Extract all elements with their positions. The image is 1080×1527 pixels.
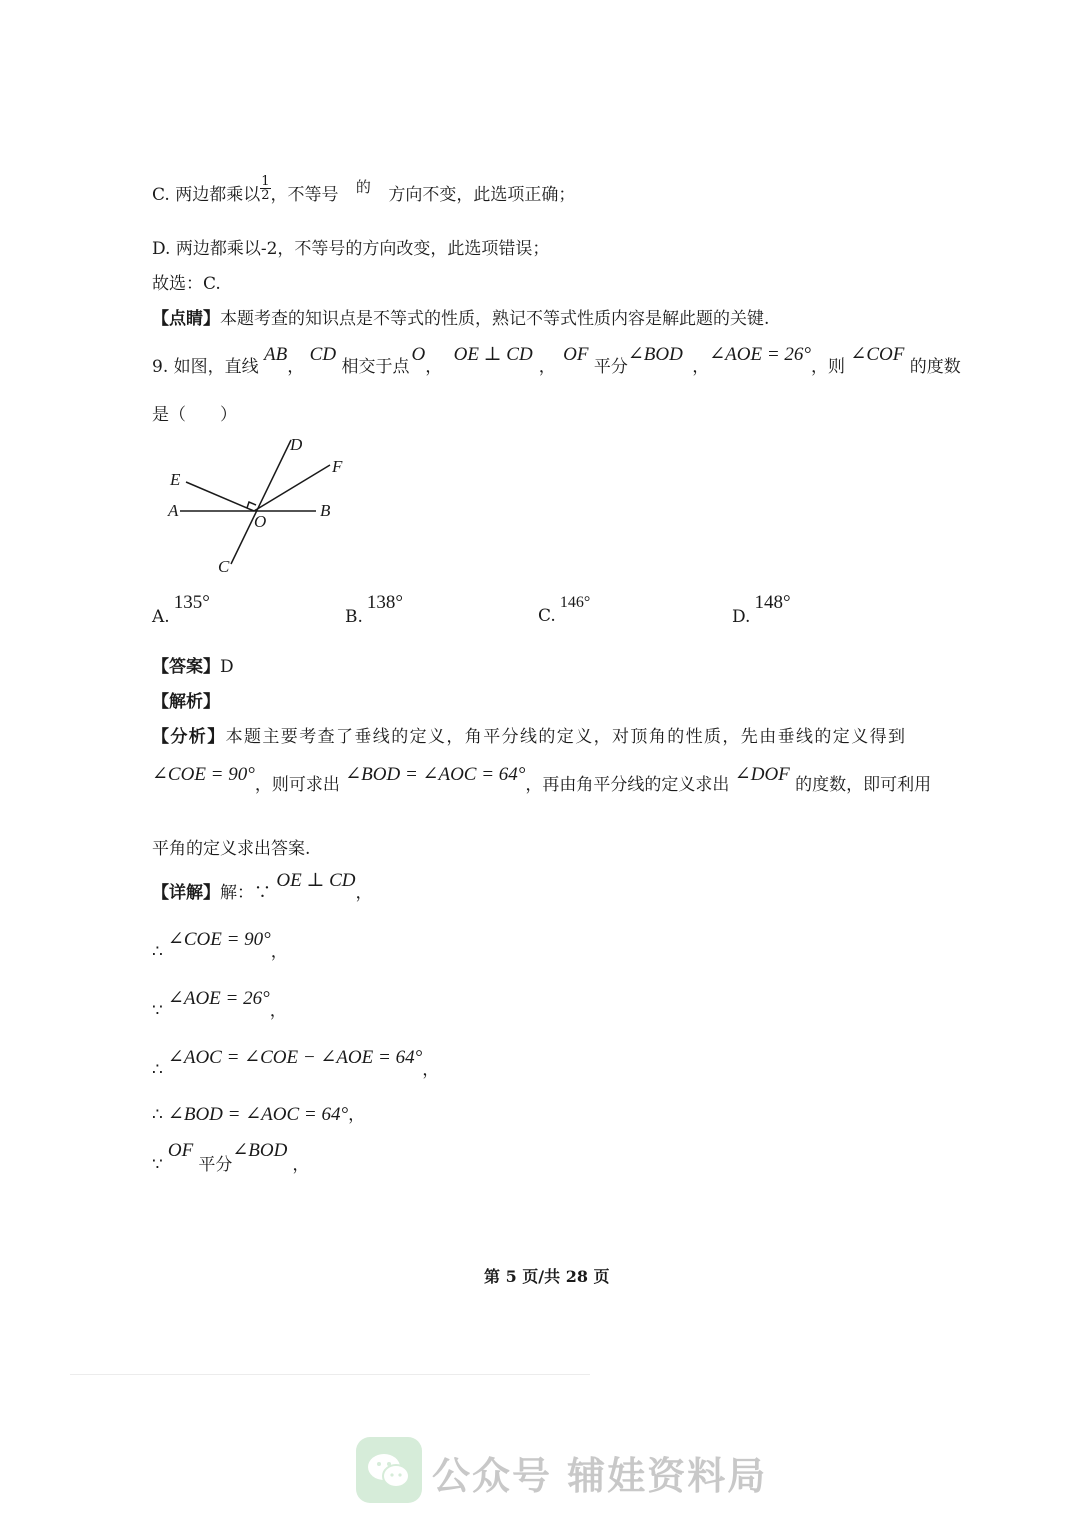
text: 相交于点 [341,357,410,377]
text: ， [425,357,443,377]
question-9-tail: 是（ ） [152,405,237,425]
option-d-explanation: D. 两边都乘以-2，不等号的方向改变，此选项错误； [152,239,550,259]
numerator: 1 [261,174,270,189]
text: 平分 [593,357,628,377]
text: 的 [355,178,371,196]
detail-tag: 【详解】 [152,883,220,903]
text: ， [270,942,288,962]
label-b: B [320,501,331,520]
text: ，则可求出 [254,775,340,795]
detail-line-3 [152,1043,440,1080]
comment-tag: 【点睛】 [152,309,220,329]
option-value: 148° [754,592,791,613]
option-c-explanation [152,174,576,205]
math: ∠DOF [734,764,790,785]
label-f: F [332,457,343,476]
text: ，则 [811,357,845,377]
text: ， [269,1001,287,1021]
denominator: 2 [261,188,270,203]
text: ， [538,357,556,377]
analysis-line-3: 平角的定义求出答案. [152,839,311,859]
math: O [411,344,426,365]
math: AB [264,344,288,365]
therefore-symbol: ∴ [152,1105,163,1125]
math: ∠AOE = 26° [709,344,811,365]
math: ∠AOE = 26° [167,988,270,1009]
math: ∠COF [850,344,905,365]
option-value: 135° [173,592,210,613]
text: ， [422,1060,440,1080]
detail-line-4 [152,1100,365,1126]
label-o: O [254,512,267,531]
math: OF [167,1140,194,1161]
label-c: C [218,557,230,576]
text: 方向不变，此选项正确； [388,185,576,205]
option-letter: B. [345,607,363,627]
analysis-tag: 【分析】 [152,727,226,747]
wechat-icon [356,1437,422,1503]
text: ， [292,1155,310,1175]
therefore-symbol: ∴ [152,942,163,962]
text: 解：∵ [220,883,271,903]
geometry-figure [160,430,360,580]
comment-text: 本题考查的知识点是不等式的性质，熟记不等式性质内容是解此题的关键. [220,309,770,329]
answer-value: D [220,657,234,677]
text: 的度数 [909,357,961,377]
math: ∠BOD = ∠AOC = 64° [167,1104,349,1125]
right-angle-mark [247,502,256,508]
text: ， [348,1105,366,1125]
option-value: 138° [366,592,404,613]
choice-line: 故选：C. [152,274,221,294]
text: 的度数，即可利用 [795,775,932,795]
line-cd [231,440,291,564]
text: 平分 [198,1155,233,1175]
text: C. 两边都乘以 [152,185,261,205]
text: 本题主要考查了垂线的定义，角平分线的定义，对顶角的性质，先由垂线的定义得到 [225,727,907,747]
text: ，再由角平分线的定义求出 [525,775,730,795]
page-number: 第 5 页/共 28 页 [484,1267,610,1286]
text: ， [355,883,373,903]
detail-line-5 [152,1136,310,1175]
wechat-logo [356,1437,422,1503]
math: CD [309,344,337,365]
analysis-line-1 [152,722,906,747]
answer-line [152,652,234,677]
option-letter: A. [152,607,170,627]
option-a [152,592,210,627]
label-e: E [170,470,181,489]
text: 9. 如图，直线 [152,357,259,377]
detail-line-2 [152,984,287,1021]
divider [70,1374,590,1375]
text: ，不等号 [270,185,339,205]
fraction-one-half [260,175,270,202]
math: ∠AOC = ∠COE − ∠AOE = 64° [167,1047,423,1068]
math: ∠COE = 90° [152,764,255,785]
math: OF [563,344,589,365]
math: ∠BOD = ∠AOC = 64° [345,764,526,785]
question-9-stem [152,344,961,378]
analysis-header: 【解析】 [152,692,220,712]
watermark-text: 公众号 辅娃资料局 [432,1454,768,1498]
because-symbol: ∵ [152,1155,163,1175]
math: OE ⊥ CD [453,344,533,365]
option-b [345,592,404,627]
analysis-line-2 [152,764,932,796]
detail-line-1 [152,925,288,962]
therefore-symbol: ∴ [152,1060,163,1080]
label-a: A [168,501,179,520]
option-d [732,592,791,627]
option-c [538,592,591,626]
detail-line-0 [152,866,373,903]
label-d: D [290,435,303,454]
comment-line [152,304,769,329]
option-value: 146° [559,594,591,611]
text: ， [692,357,710,377]
math: ∠COE = 90° [167,929,271,950]
option-letter: C. [538,606,556,626]
math: ∠BOD [232,1140,288,1161]
text: ， [287,357,305,377]
answer-tag: 【答案】 [152,657,220,677]
math: OE ⊥ CD [276,870,356,891]
because-symbol: ∵ [152,1001,163,1021]
ray-oe [186,482,254,511]
ray-of [254,465,330,511]
math: ∠BOD [627,344,683,365]
option-letter: D. [732,607,751,627]
